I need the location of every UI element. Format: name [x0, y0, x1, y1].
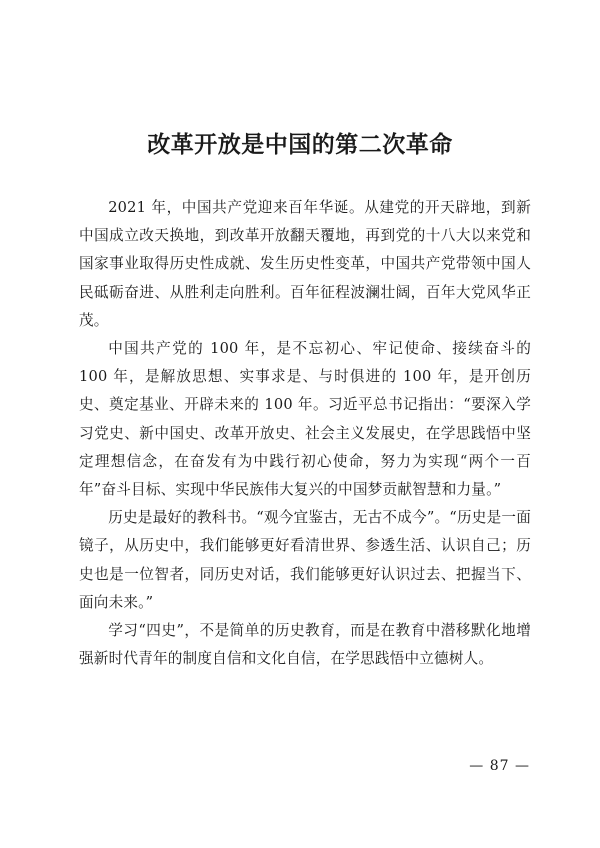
body-text — [79, 194, 531, 673]
paragraph-3: 历史是最好的教科书。“观今宜鉴古，无古不成今”。“历史是一面镜子，从历史中，我们能够更好看清世界、参透生活、认识自己；历史也是一位智者，同历史对话，我们能够更好认识过去、把握当下、面向未来。” — [79, 509, 531, 611]
page-number: — 87 — — [469, 758, 530, 774]
page-title: 改革开放是中国的第二次革命 — [147, 131, 453, 158]
paragraph-2: 中国共产党的 100 年，是不忘初心、牢记使命、接续奋斗的 100 年，是解放思想、实事求是、与时俱进的 100 年，是开创历史、奠定基业、开辟未来的 100 年。习近平总书记指出：“要深入学习党史、新中国史、改革开放史、社会主义发展史，在学思践悟中坚定理想信念，在奋发有为中践行初心使命，努力为实现“两个一百年”奋斗目标、实现中华民族伟大复兴的中国梦贡献智慧和力量。” — [79, 340, 531, 499]
paragraph-1: 2021 年，中国共产党迎来百年华诞。从建党的开天辟地，到新中国成立改天换地，到改革开放翻天覆地，再到党的十八大以来党和国家事业取得历史性成就、发生历史性变革，中国共产党带领中国人民砥砺奋进、从胜利走向胜利。百年征程波澜壮阔，百年大党风华正茂。 — [79, 199, 531, 329]
paragraph-4: 学习“四史”，不是简单的历史教育，而是在教育中潜移默化地增强新时代青年的制度自信和文化自信，在学思践悟中立德树人。 — [79, 622, 531, 668]
